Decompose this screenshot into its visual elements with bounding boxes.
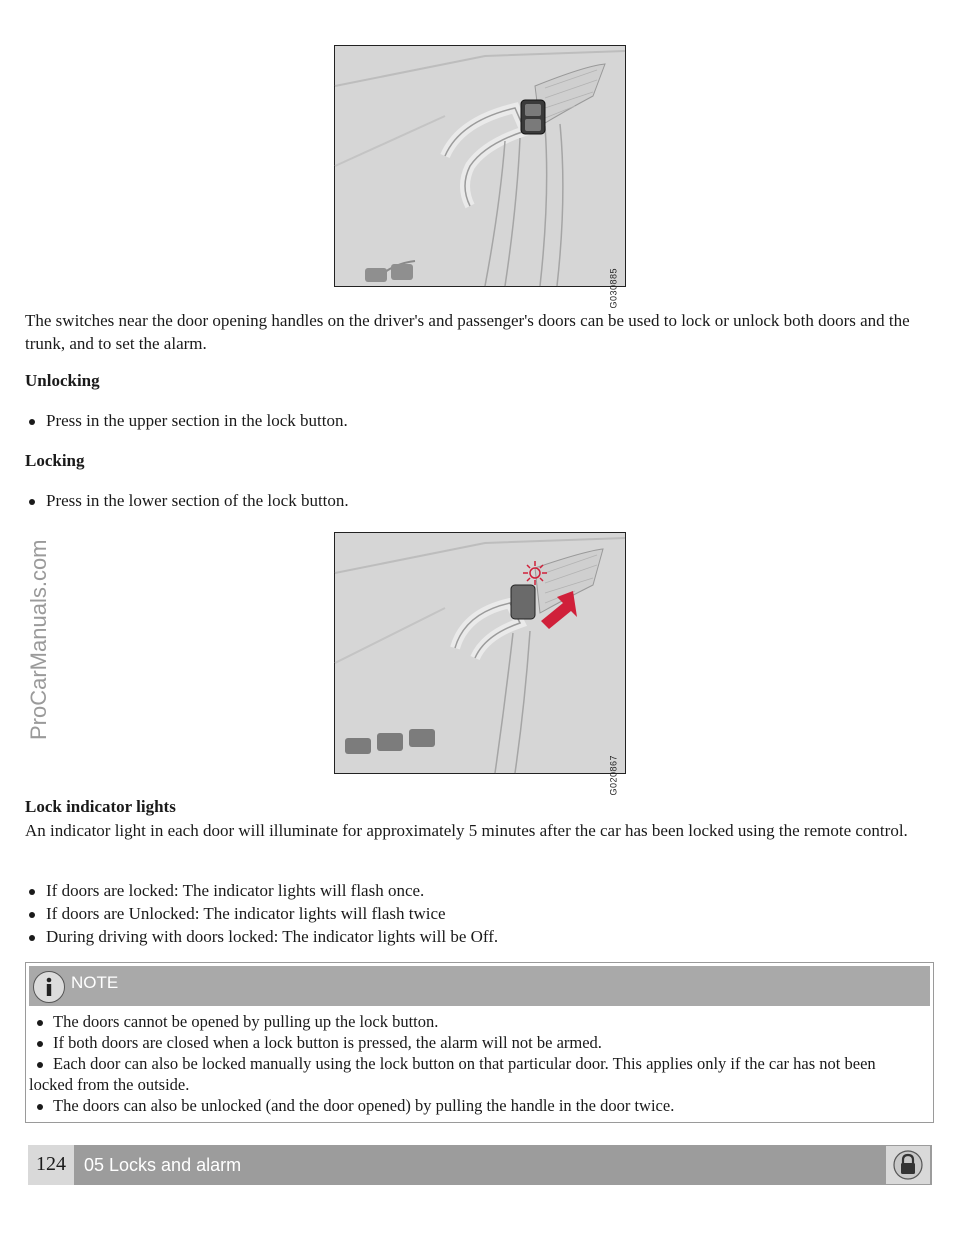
figure-code: G020867 [609,755,619,796]
info-icon [33,971,65,1003]
list-item: Each door can also be locked manually using the lock button on that particular door. This applies only if the car has not been locked from the outside. [29,1053,923,1095]
note-list [29,1011,923,1116]
list-item: If both doors are closed when a lock button is pressed, the alarm will not be armed. [29,1032,923,1053]
locking-heading: Locking [25,451,85,470]
note-title: NOTE [71,973,119,992]
note-header [29,966,930,1006]
watermark: ProCarManuals.com [26,539,51,740]
door-lock-switch-image [334,45,626,309]
list-item: The doors can also be unlocked (and the door opened) by pulling the handle in the door twice. [29,1095,923,1116]
door-lock-indicator-image [334,532,626,796]
padlock-icon [886,1146,930,1184]
list-item: Press in the lower section of the lock button. [25,489,930,512]
door-panel-illustration [335,533,625,773]
locking-list [25,489,930,512]
figure-code: G030885 [609,268,619,309]
unlocking-heading: Unlocking [25,371,100,390]
list-item: If doors are locked: The indicator lights will flash once. [25,879,930,902]
section-title: 05 Locks and alarm [84,1155,242,1175]
list-item: If doors are Unlocked: The indicator lights will flash twice [25,902,930,925]
intro-paragraph: The switches near the door opening handles on the driver's and passenger's doors can be used to lock or unlock both doors and the trunk, and to set the alarm. [25,311,910,353]
note-box [25,962,934,1123]
door-panel-illustration [335,46,625,286]
list-item: Press in the upper section in the lock button. [25,409,930,432]
list-item: The doors cannot be opened by pulling up the lock button. [29,1011,923,1032]
indicator-list [25,879,930,948]
page-footer [28,1145,932,1185]
indicator-paragraph: An indicator light in each door will illuminate for approximately 5 minutes after the car has been locked using the remote control. [25,821,908,840]
unlocking-list [25,409,930,432]
list-item: During driving with doors locked: The indicator lights will be Off. [25,925,930,948]
page-number: 124 [28,1145,74,1185]
indicator-heading: Lock indicator lights [25,797,176,816]
